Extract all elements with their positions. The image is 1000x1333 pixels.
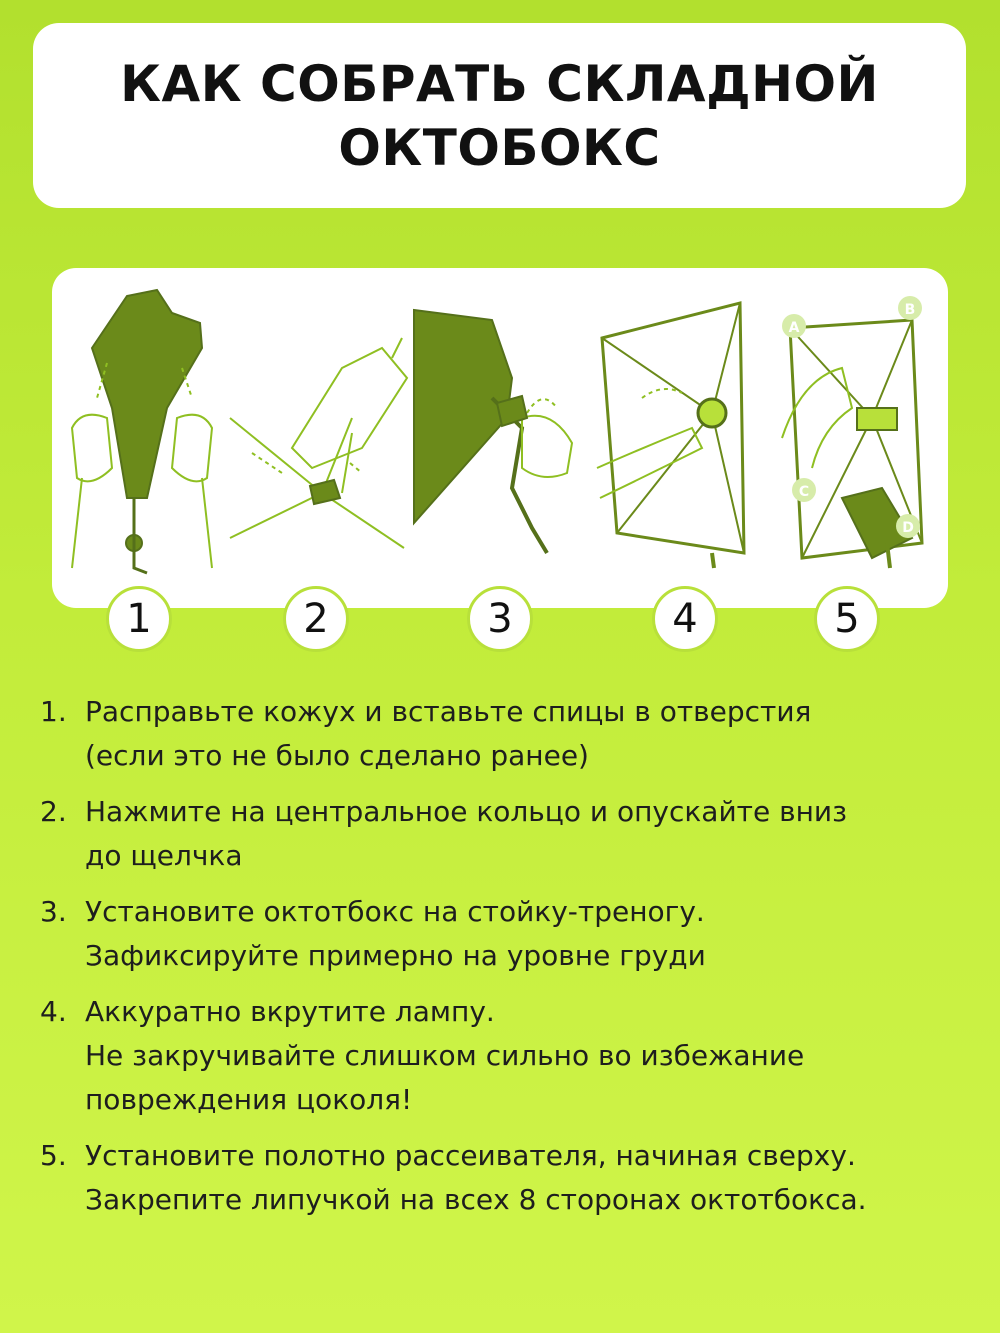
- title-line-1: КАК СОБРАТЬ СКЛАДНОЙ: [120, 54, 879, 113]
- title-card: [33, 23, 966, 208]
- instruction-step-4: [40, 990, 960, 1122]
- instruction-line: Закрепите липучкой на всех 8 сторонах октотбокса.: [85, 1183, 867, 1216]
- corner-label-c-marker: [792, 478, 816, 502]
- assembly-illustrations: [52, 268, 948, 608]
- illustration-step-4: [597, 303, 744, 568]
- instruction-number: 2.: [40, 795, 67, 828]
- corner-label-a: A: [788, 320, 800, 336]
- instruction-line: Установите полотно рассеивателя, начиная сверху.: [85, 1139, 856, 1172]
- instruction-text: [85, 890, 960, 978]
- corner-label-b: B: [904, 302, 916, 318]
- instruction-step-2: [40, 790, 960, 878]
- illustration-step-1: [72, 290, 212, 573]
- corner-label-a-marker: [782, 314, 806, 338]
- step-number-3: 3: [467, 586, 533, 652]
- step-number-1: 1: [106, 586, 172, 652]
- instruction-text: [85, 990, 960, 1122]
- illustration-step-2: [230, 338, 407, 548]
- instruction-number: 1.: [40, 695, 67, 728]
- instruction-step-1: [40, 690, 960, 778]
- step-number-2: 2: [283, 586, 349, 652]
- corner-label-c: C: [798, 484, 810, 500]
- corner-label-d: D: [902, 520, 914, 536]
- illustration-panel: [52, 268, 948, 608]
- instruction-number: 3.: [40, 895, 67, 928]
- instruction-line: Нажмите на центральное кольцо и опускайте вниз: [85, 795, 847, 828]
- instruction-line: Аккуратно вкрутите лампу.: [85, 995, 495, 1028]
- title-line-2: ОКТОБОКС: [338, 118, 661, 177]
- instruction-text: [85, 790, 960, 878]
- instruction-number: 5.: [40, 1139, 67, 1172]
- instruction-line: до щелчка: [85, 839, 243, 872]
- instruction-step-3: [40, 890, 960, 978]
- instruction-step-5: [40, 1134, 960, 1222]
- instruction-text: [85, 690, 960, 778]
- instruction-line: Не закручивайте слишком сильно во избежание: [85, 1039, 805, 1072]
- instruction-line: повреждения цоколя!: [85, 1083, 413, 1116]
- instruction-number: 4.: [40, 995, 67, 1028]
- instruction-text: [85, 1134, 960, 1222]
- instruction-line: (если это не было сделано ранее): [85, 739, 589, 772]
- instruction-line: Зафиксируйте примерно на уровне груди: [85, 939, 706, 972]
- illustration-step-3: [414, 310, 572, 553]
- instruction-line: Установите октотбокс на стойку-треногу.: [85, 895, 705, 928]
- step-number-5: 5: [814, 586, 880, 652]
- corner-label-b-marker: [898, 296, 922, 320]
- instruction-list: [40, 690, 960, 1234]
- corner-label-d-marker: [896, 514, 920, 538]
- step-number-4: 4: [652, 586, 718, 652]
- instruction-line: Расправьте кожух и вставьте спицы в отверстия: [85, 695, 812, 728]
